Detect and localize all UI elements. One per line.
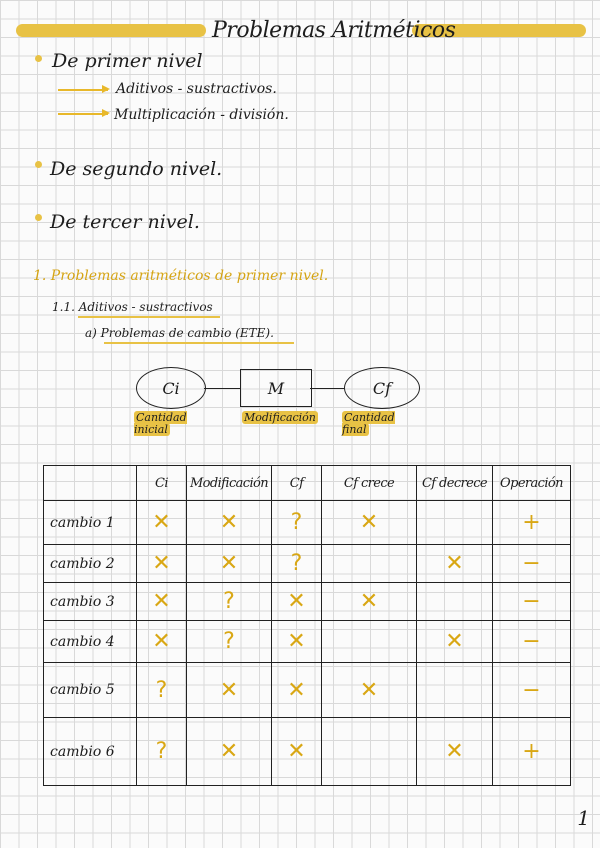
diagram-label-final: Cantidad final <box>342 411 395 436</box>
header-cell-blank <box>44 466 137 501</box>
diagram-label-modification: Modificación <box>244 411 316 424</box>
page-number: 1 <box>577 806 590 830</box>
header-cell-cf: Cf <box>272 466 322 501</box>
page-title: Problemas Aritméticos <box>212 18 456 43</box>
table-cell: ✕ <box>272 718 322 786</box>
table-cell: ✕ <box>137 501 187 545</box>
table-cell: ✕ <box>272 621 322 663</box>
table-row <box>44 621 571 663</box>
sub-item-2: Multiplicación - división. <box>114 107 289 123</box>
table-cell: ✕ <box>137 583 187 621</box>
table-cell: ✕ <box>137 621 187 663</box>
table-cell: ✕ <box>187 501 272 545</box>
sub-item-1: Aditivos - sustractivos. <box>116 81 277 97</box>
header-cell-operacion: Operación <box>493 466 571 501</box>
change-problems-table <box>43 465 571 786</box>
table-cell: ? <box>187 583 272 621</box>
arrow-2 <box>58 113 108 115</box>
table-row <box>44 545 571 583</box>
table-cell: ✕ <box>417 621 493 663</box>
table-row <box>44 663 571 718</box>
diagram-node-final: Cf <box>344 367 420 409</box>
table-cell: ✕ <box>187 545 272 583</box>
table-cell <box>417 501 493 545</box>
table-row <box>44 501 571 545</box>
table-cell: ? <box>137 663 187 718</box>
table-cell: ✕ <box>417 545 493 583</box>
header-cell-ci: Ci <box>137 466 187 501</box>
table-header-row <box>44 466 571 501</box>
table-cell <box>417 583 493 621</box>
row-label: cambio 5 <box>44 663 137 718</box>
table-cell: ? <box>272 501 322 545</box>
row-label: cambio 3 <box>44 583 137 621</box>
bullet-dot-2 <box>35 161 42 168</box>
row-label: cambio 1 <box>44 501 137 545</box>
table-cell: ✕ <box>187 663 272 718</box>
header-cell-modificacion: Modificación <box>187 466 272 501</box>
table-cell: ✕ <box>187 718 272 786</box>
table-cell <box>322 621 417 663</box>
diagram-connector-right <box>310 388 344 389</box>
table-row <box>44 718 571 786</box>
table-row <box>44 583 571 621</box>
title-highlight-left <box>16 24 206 37</box>
diagram-connector-left <box>204 388 240 389</box>
table-cell <box>417 663 493 718</box>
level-3-label: De tercer nivel. <box>50 211 200 233</box>
row-label: cambio 2 <box>44 545 137 583</box>
table-cell: ✕ <box>322 663 417 718</box>
row-label: cambio 6 <box>44 718 137 786</box>
header-cell-cf-decrece: Cf decrece <box>417 466 493 501</box>
table-cell: ✕ <box>137 545 187 583</box>
table-cell: − <box>493 583 571 621</box>
level-1-label: De primer nivel <box>52 50 203 72</box>
diagram-label-initial: Cantidad inicial <box>134 411 187 436</box>
table-cell: ✕ <box>272 583 322 621</box>
bullet-dot-1 <box>35 55 42 62</box>
diagram-node-initial: Ci <box>136 367 206 409</box>
table-cell: − <box>493 545 571 583</box>
table-cell: ? <box>137 718 187 786</box>
table-cell: ? <box>187 621 272 663</box>
table-cell: ✕ <box>272 663 322 718</box>
row-label: cambio 4 <box>44 621 137 663</box>
bullet-dot-3 <box>35 214 42 221</box>
section-heading: 1. Problemas aritméticos de primer nivel. <box>33 268 329 284</box>
table-cell: ? <box>272 545 322 583</box>
section-item: a) Problemas de cambio (ETE). <box>85 326 274 340</box>
table-cell: + <box>493 501 571 545</box>
item-underline <box>104 342 294 344</box>
table-cell: − <box>493 663 571 718</box>
table-cell: ✕ <box>322 583 417 621</box>
table-cell: + <box>493 718 571 786</box>
diagram-node-modification: M <box>240 369 312 407</box>
table-cell: ✕ <box>322 501 417 545</box>
section-subheading: 1.1. Aditivos - sustractivos <box>52 300 213 314</box>
subheading-underline <box>78 316 220 318</box>
header-cell-cf-crece: Cf crece <box>322 466 417 501</box>
level-2-label: De segundo nivel. <box>50 158 223 180</box>
table-cell: − <box>493 621 571 663</box>
table-cell <box>322 718 417 786</box>
arrow-1 <box>58 89 108 91</box>
table-cell: ✕ <box>417 718 493 786</box>
table-cell <box>322 545 417 583</box>
